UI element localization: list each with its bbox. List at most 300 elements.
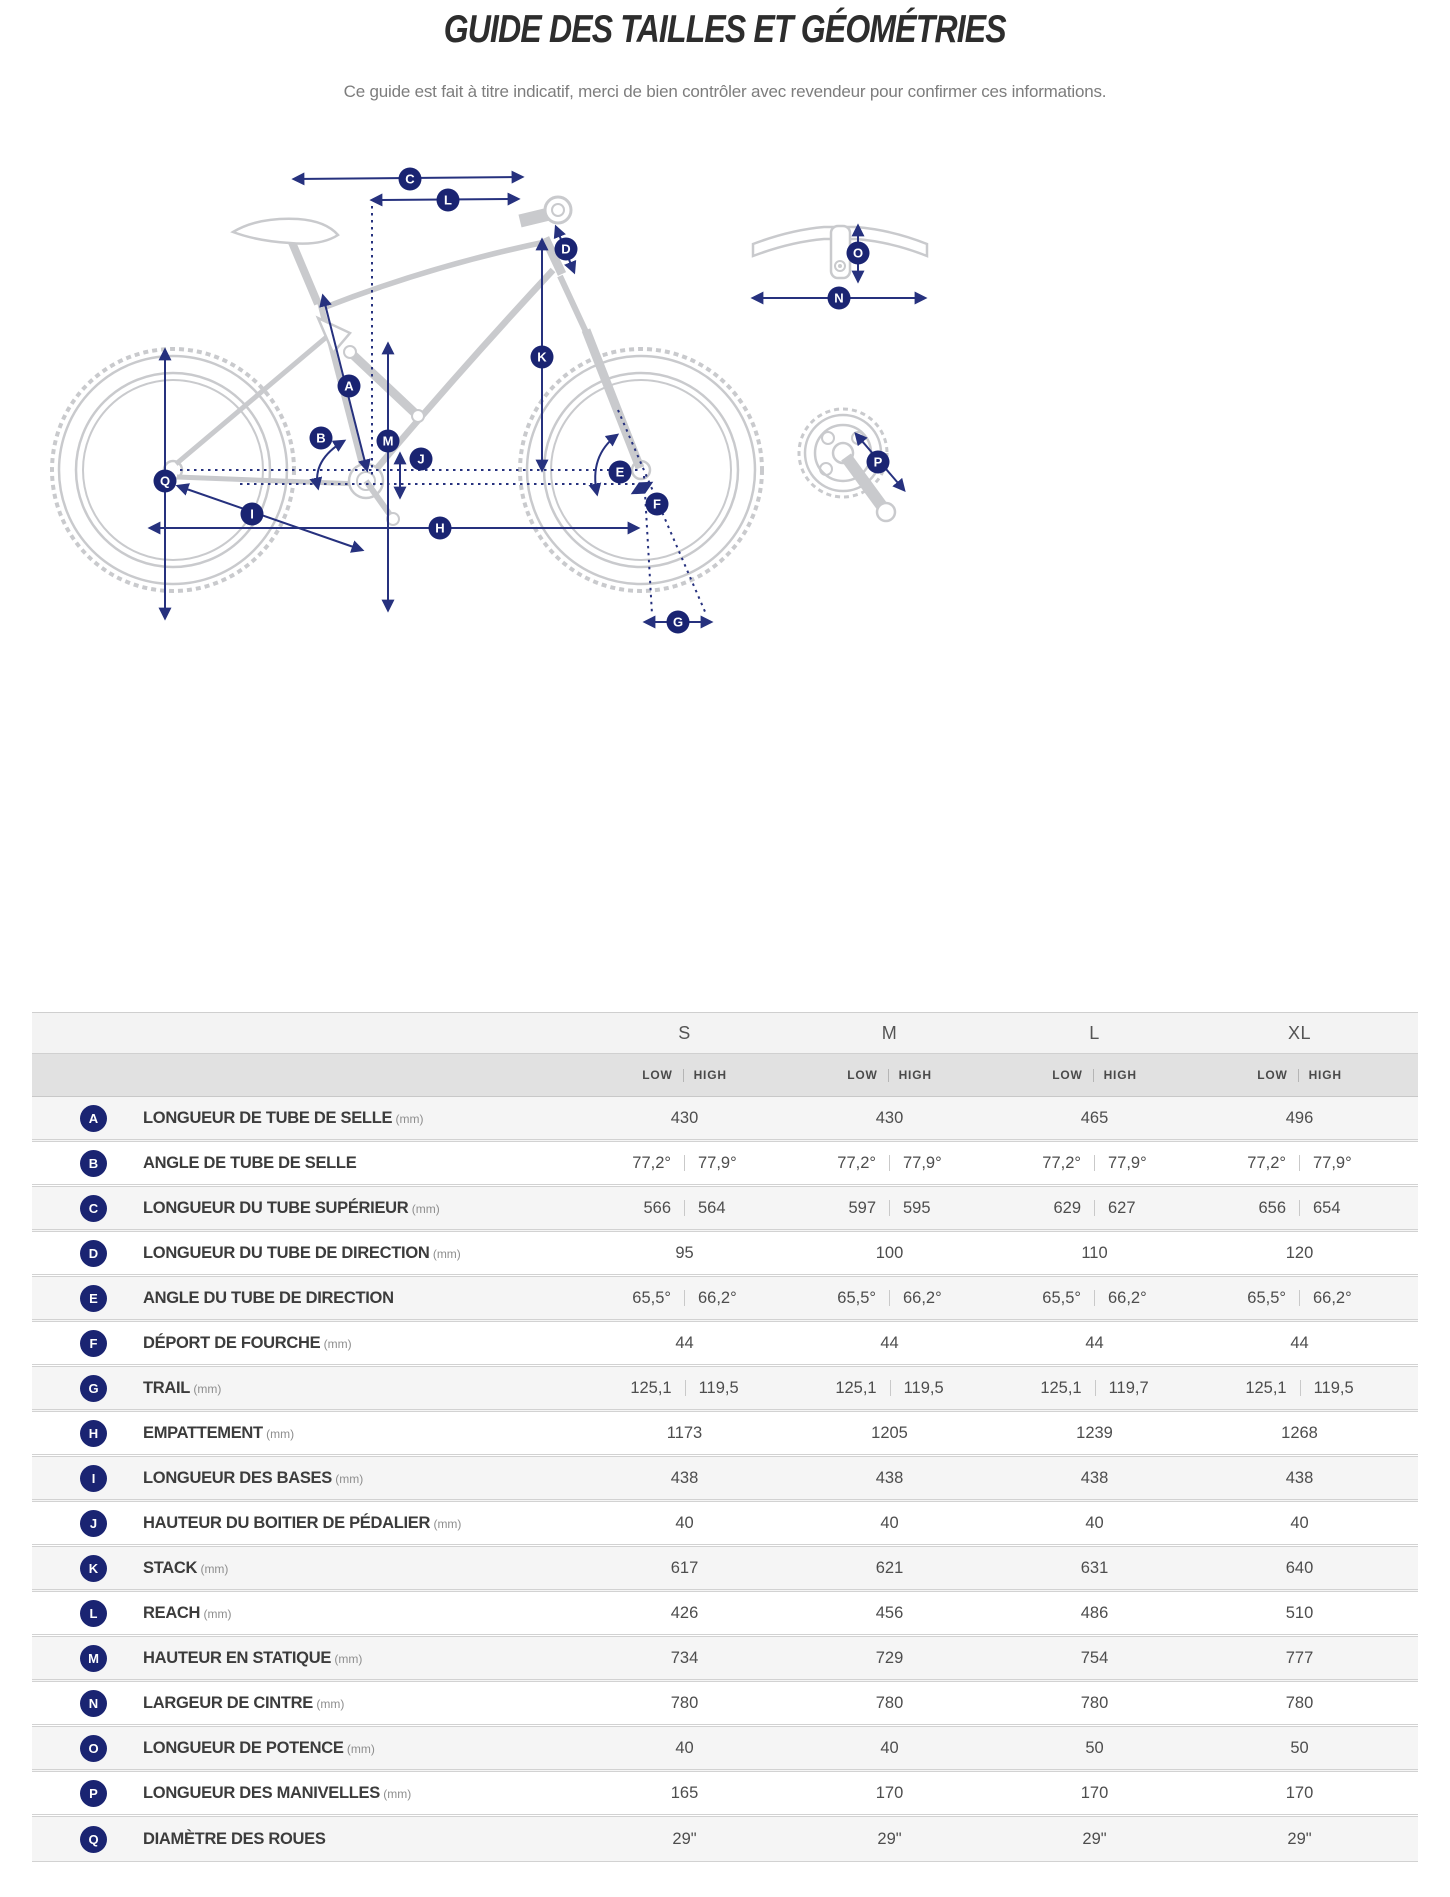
value: 1239 [1076, 1423, 1113, 1442]
value-divider [1094, 1200, 1095, 1216]
table-row-f [32, 1322, 1418, 1367]
value-cell [582, 1379, 787, 1398]
value-cell [992, 1334, 1197, 1353]
table-row-b [32, 1142, 1418, 1187]
table-row-q [32, 1817, 1418, 1862]
value: 621 [875, 1558, 904, 1577]
table-row-g [32, 1367, 1418, 1412]
row-unit: (mm) [331, 1471, 364, 1486]
value-low: 125,1 [1040, 1378, 1082, 1397]
value-cell [582, 1649, 787, 1668]
table-row-j [32, 1502, 1418, 1547]
value: 50 [1290, 1738, 1309, 1757]
lowhigh-divider [1298, 1069, 1299, 1082]
value: 50 [1085, 1738, 1104, 1757]
row-unit: (mm) [320, 1336, 352, 1351]
dim-arrow-f [633, 483, 651, 493]
value-low: 65,5° [1247, 1288, 1286, 1307]
value: 40 [675, 1513, 694, 1532]
row-unit: (mm) [200, 1606, 232, 1621]
value: 640 [1285, 1558, 1314, 1577]
value: 780 [670, 1693, 699, 1712]
diagram-bubble-letter: P [873, 454, 883, 470]
value: 44 [1290, 1333, 1309, 1352]
value-high: 66,2° [1108, 1288, 1147, 1307]
row-label: ANGLE DE TUBE DE SELLE [143, 1153, 357, 1172]
value-cell [582, 1154, 787, 1173]
value: 120 [1285, 1243, 1314, 1262]
value-low: 656 [1258, 1198, 1286, 1217]
value-low: 125,1 [1245, 1378, 1287, 1397]
row-letter-bubble: Q [80, 1826, 107, 1853]
value-cell [992, 1559, 1197, 1578]
value: 729 [875, 1648, 904, 1667]
table-row-c [32, 1187, 1418, 1232]
row-label: LONGUEUR DU TUBE SUPÉRIEUR (mm) [143, 1198, 440, 1217]
row-label-cell [32, 1240, 582, 1267]
value-cell [582, 1109, 787, 1128]
value: 510 [1285, 1603, 1314, 1622]
value: 110 [1081, 1243, 1108, 1262]
value-cell [582, 1424, 787, 1443]
row-letter-bubble: J [80, 1510, 107, 1537]
value-cell [582, 1244, 787, 1263]
row-label: LONGUEUR DE TUBE DE SELLE (mm) [143, 1108, 424, 1127]
value-divider [684, 1200, 685, 1216]
row-label-cell [32, 1150, 582, 1177]
size-header-xl: XL [1287, 1022, 1312, 1043]
value-divider [889, 1200, 890, 1216]
value-cell [992, 1424, 1197, 1443]
value-cell [582, 1469, 787, 1488]
row-unit: (mm) [313, 1696, 345, 1711]
value: 438 [1285, 1468, 1314, 1487]
value-cell [582, 1739, 787, 1758]
value-high: 564 [698, 1198, 726, 1217]
low-label: LOW [642, 1068, 673, 1082]
value-cell [582, 1559, 787, 1578]
value-cell [992, 1694, 1197, 1713]
row-letter-bubble: L [80, 1600, 107, 1627]
value-cell [787, 1424, 992, 1443]
value: 29" [672, 1829, 697, 1848]
diagram-bubble-letter: M [382, 433, 394, 449]
row-label: LONGUEUR DES BASES (mm) [143, 1468, 364, 1487]
table-row-i [32, 1457, 1418, 1502]
diagram-bubble-letter: K [537, 349, 547, 365]
value-divider [684, 1290, 685, 1306]
value: 29" [1082, 1829, 1107, 1848]
row-unit: (mm) [379, 1786, 412, 1801]
value-cell [582, 1514, 787, 1533]
value-cell [1197, 1514, 1402, 1533]
value-cell [787, 1199, 992, 1218]
value-cell [1197, 1784, 1402, 1803]
diagram-bubble-letter: L [444, 192, 452, 208]
value-high: 119,5 [903, 1378, 944, 1397]
value-cell [582, 1199, 787, 1218]
value: 29" [877, 1829, 902, 1848]
high-label: HIGH [1103, 1068, 1137, 1082]
diagram-bubble-letter: O [852, 245, 864, 261]
row-label-cell [32, 1510, 582, 1537]
value-high: 77,9° [1313, 1153, 1352, 1172]
diagram-bubble-letter: E [615, 464, 625, 480]
value-high: 66,2° [903, 1288, 942, 1307]
value-cell [992, 1244, 1197, 1263]
value-cell [582, 1604, 787, 1623]
value-low: 629 [1053, 1198, 1081, 1217]
value: 170 [1080, 1783, 1109, 1802]
row-letter-bubble: M [80, 1645, 107, 1672]
value: 44 [1085, 1333, 1104, 1352]
value-cell [992, 1604, 1197, 1623]
value: 170 [1285, 1783, 1314, 1802]
page-title: GUIDE DES TAILLES ET GÉOMÉTRIES [443, 8, 1007, 51]
diagram-bubble-letter: N [834, 290, 844, 306]
value: 165 [670, 1783, 699, 1802]
value-cell [787, 1694, 992, 1713]
row-letter-bubble: O [80, 1735, 107, 1762]
value-high: 66,2° [1313, 1288, 1352, 1307]
row-letter-bubble: B [80, 1150, 107, 1177]
value: 754 [1080, 1648, 1109, 1667]
value: 40 [675, 1738, 694, 1757]
row-letter-bubble: D [80, 1240, 107, 1267]
low-label: LOW [1052, 1068, 1083, 1082]
value-high: 627 [1108, 1198, 1136, 1217]
value-divider [1300, 1380, 1301, 1396]
value: 44 [880, 1333, 899, 1352]
value-divider [1094, 1290, 1095, 1306]
value: 465 [1080, 1108, 1109, 1127]
table-row-h [32, 1412, 1418, 1457]
row-label-cell [32, 1195, 582, 1222]
value-cell [787, 1379, 992, 1398]
value: 734 [670, 1648, 699, 1667]
value: 486 [1080, 1603, 1109, 1622]
value-low: 77,2° [837, 1153, 876, 1172]
value: 29" [1287, 1829, 1312, 1848]
row-label: STACK (mm) [143, 1558, 229, 1577]
value-divider [889, 1290, 890, 1306]
value-low: 597 [848, 1198, 876, 1217]
value: 430 [670, 1108, 699, 1127]
value-cell [992, 1784, 1197, 1803]
value: 496 [1285, 1108, 1314, 1127]
row-label-cell [32, 1780, 582, 1807]
value-low: 65,5° [632, 1288, 671, 1307]
seatpost [291, 240, 318, 304]
low-label: LOW [847, 1068, 878, 1082]
value: 40 [1290, 1513, 1309, 1532]
diagram-bubble-letter: J [417, 451, 425, 467]
value-divider [684, 1155, 685, 1171]
value: 170 [875, 1783, 904, 1802]
value: 40 [1085, 1513, 1104, 1532]
value-cell [787, 1559, 992, 1578]
value-high: 595 [903, 1198, 931, 1217]
value-cell [1197, 1604, 1402, 1623]
value-cell [1197, 1559, 1402, 1578]
row-label-cell [32, 1826, 582, 1853]
row-label: REACH (mm) [143, 1603, 232, 1622]
value: 1268 [1281, 1423, 1318, 1442]
value-low: 77,2° [632, 1153, 671, 1172]
size-header-m: M [881, 1022, 898, 1043]
row-label: HAUTEUR DU BOITIER DE PÉDALIER (mm) [143, 1513, 462, 1532]
value: 438 [875, 1468, 904, 1487]
value-divider [1299, 1200, 1300, 1216]
high-label: HIGH [1308, 1068, 1342, 1082]
row-unit: (mm) [430, 1516, 462, 1531]
geometry-table [32, 1012, 1418, 1862]
row-letter-bubble: P [80, 1780, 107, 1807]
front-wheel [520, 349, 762, 591]
row-unit: (mm) [331, 1651, 363, 1666]
value: 456 [875, 1603, 904, 1622]
row-label-cell [32, 1375, 582, 1402]
value-cell [787, 1469, 992, 1488]
lowhigh-divider [888, 1069, 889, 1082]
value: 438 [670, 1468, 699, 1487]
value-high: 66,2° [698, 1288, 737, 1307]
table-row-o [32, 1727, 1418, 1772]
diagram-bubble-letter: I [250, 506, 254, 522]
value-cell [992, 1154, 1197, 1173]
row-letter-bubble: I [80, 1465, 107, 1492]
high-label: HIGH [898, 1068, 932, 1082]
lowhigh-header-cell [787, 1068, 992, 1082]
value-high: 77,9° [903, 1153, 942, 1172]
diagram-bubble-letter: Q [159, 473, 171, 489]
row-label-cell [32, 1690, 582, 1717]
lowhigh-divider [683, 1069, 684, 1082]
row-unit: (mm) [429, 1246, 461, 1261]
table-row-d [32, 1232, 1418, 1277]
row-label-cell [32, 1600, 582, 1627]
row-label: TRAIL (mm) [143, 1378, 222, 1397]
low-label: LOW [1257, 1068, 1288, 1082]
value-cell [992, 1289, 1197, 1308]
lowhigh-header-cell [582, 1068, 787, 1082]
diagram-bubble-letter: C [405, 171, 415, 187]
value-cell [787, 1604, 992, 1623]
value-cell [582, 1334, 787, 1353]
table-row-n [32, 1682, 1418, 1727]
diagram-bubble-letter: A [344, 378, 354, 394]
value-divider [1299, 1290, 1300, 1306]
value-low: 125,1 [835, 1378, 877, 1397]
row-label: LARGEUR DE CINTRE (mm) [143, 1693, 345, 1712]
value: 95 [675, 1243, 694, 1262]
row-label: DIAMÈTRE DES ROUES [143, 1829, 326, 1848]
value-cell [787, 1739, 992, 1758]
row-letter-bubble: G [80, 1375, 107, 1402]
value-cell [1197, 1379, 1402, 1398]
value-low: 566 [643, 1198, 671, 1217]
row-label: LONGUEUR DE POTENCE (mm) [143, 1738, 375, 1757]
row-label: HAUTEUR EN STATIQUE (mm) [143, 1648, 363, 1667]
row-label-cell [32, 1645, 582, 1672]
value-high: 77,9° [1108, 1153, 1147, 1172]
value-cell [787, 1289, 992, 1308]
row-letter-bubble: E [80, 1285, 107, 1312]
row-unit: (mm) [408, 1201, 440, 1216]
row-label-cell [32, 1330, 582, 1357]
top-tube [323, 242, 545, 308]
value-divider [1094, 1155, 1095, 1171]
row-unit: (mm) [190, 1381, 222, 1396]
value-cell [582, 1289, 787, 1308]
value-cell [1197, 1469, 1402, 1488]
row-letter-bubble: K [80, 1555, 107, 1582]
row-letter-bubble: N [80, 1690, 107, 1717]
fork-upper [560, 276, 586, 332]
lowhigh-header-cell [992, 1068, 1197, 1082]
value: 780 [1285, 1693, 1314, 1712]
size-header-row [32, 1013, 1418, 1053]
diagram-bubble-letter: F [653, 496, 661, 512]
value-cell [1197, 1244, 1402, 1263]
page-header [0, 0, 1450, 102]
value-divider [685, 1380, 686, 1396]
value-low: 65,5° [1042, 1288, 1081, 1307]
table-row-k [32, 1547, 1418, 1592]
value-cell [787, 1514, 992, 1533]
row-label: LONGUEUR DES MANIVELLES (mm) [143, 1783, 412, 1802]
value-cell [787, 1334, 992, 1353]
value: 780 [875, 1693, 904, 1712]
value-cell [1197, 1154, 1402, 1173]
table-row-p [32, 1772, 1418, 1817]
value-cell [1197, 1649, 1402, 1668]
row-label-cell [32, 1465, 582, 1492]
chainstay [177, 477, 360, 484]
value-cell [992, 1514, 1197, 1533]
value-cell [992, 1379, 1197, 1398]
value-cell [992, 1199, 1197, 1218]
value-cell [992, 1109, 1197, 1128]
value-low: 65,5° [837, 1288, 876, 1307]
diagram-bubble-letter: H [435, 520, 445, 536]
value-cell [992, 1649, 1197, 1668]
value-cell [1197, 1289, 1402, 1308]
value-low: 125,1 [630, 1378, 672, 1397]
value-cell [1197, 1199, 1402, 1218]
row-letter-bubble: C [80, 1195, 107, 1222]
row-letter-bubble: F [80, 1330, 107, 1357]
value-cell [787, 1784, 992, 1803]
value-cell [787, 1830, 992, 1849]
value-divider [890, 1380, 891, 1396]
table-row-a [32, 1097, 1418, 1142]
row-label: LONGUEUR DU TUBE DE DIRECTION (mm) [143, 1243, 461, 1262]
value: 780 [1080, 1693, 1109, 1712]
value-cell [787, 1244, 992, 1263]
value-divider [889, 1155, 890, 1171]
row-letter-bubble: H [80, 1420, 107, 1447]
value-divider [1095, 1380, 1096, 1396]
diagram-bubble-letter: D [561, 241, 571, 257]
row-unit: (mm) [392, 1111, 424, 1126]
high-label: HIGH [693, 1068, 727, 1082]
value-cell [787, 1154, 992, 1173]
value: 1173 [666, 1423, 703, 1442]
value-high: 119,5 [698, 1378, 739, 1397]
value-cell [582, 1694, 787, 1713]
value-cell [1197, 1424, 1402, 1443]
table-row-m [32, 1637, 1418, 1682]
size-header-s: S [678, 1022, 691, 1043]
value-low: 77,2° [1247, 1153, 1286, 1172]
value: 617 [670, 1558, 699, 1577]
row-label: DÉPORT DE FOURCHE (mm) [143, 1333, 352, 1352]
row-label: EMPATTEMENT (mm) [143, 1423, 295, 1442]
value: 777 [1285, 1648, 1314, 1667]
value-cell [1197, 1109, 1402, 1128]
value-high: 119,5 [1313, 1378, 1354, 1397]
value-cell [582, 1830, 787, 1849]
row-label-cell [32, 1420, 582, 1447]
value: 40 [880, 1513, 899, 1532]
size-header-l: L [1089, 1022, 1100, 1043]
value: 44 [675, 1333, 694, 1352]
value-cell [582, 1784, 787, 1803]
page-subtitle: Ce guide est fait à titre indicatif, merci de bien contrôler avec revendeur pour confirmer ces informations. [343, 82, 1107, 101]
diagram-bubble-letter: B [316, 430, 326, 446]
table-row-e [32, 1277, 1418, 1322]
lowhigh-header-row [32, 1053, 1418, 1097]
row-label-cell [32, 1105, 582, 1132]
value-high: 77,9° [698, 1153, 737, 1172]
row-unit: (mm) [262, 1426, 295, 1441]
lowhigh-header-cell [1197, 1068, 1402, 1082]
value-high: 119,7 [1108, 1378, 1149, 1397]
value-cell [992, 1739, 1197, 1758]
row-label-cell [32, 1285, 582, 1312]
crank-pedal-eye [877, 503, 895, 521]
value-cell [992, 1469, 1197, 1488]
lowhigh-divider [1093, 1069, 1094, 1082]
value-divider [1299, 1155, 1300, 1171]
value: 631 [1080, 1558, 1109, 1577]
row-label-cell [32, 1555, 582, 1582]
value: 438 [1080, 1468, 1109, 1487]
geometry-table-body [32, 1097, 1418, 1862]
row-unit: (mm) [343, 1741, 375, 1756]
value-cell [787, 1649, 992, 1668]
handlebar-top-view [753, 226, 927, 278]
value: 40 [880, 1738, 899, 1757]
value-cell [1197, 1694, 1402, 1713]
row-letter-bubble: A [80, 1105, 107, 1132]
value-cell [1197, 1739, 1402, 1758]
row-label: ANGLE DU TUBE DE DIRECTION [143, 1288, 394, 1307]
table-row-l [32, 1592, 1418, 1637]
value-high: 654 [1313, 1198, 1341, 1217]
value-cell [787, 1109, 992, 1128]
saddle [233, 219, 338, 244]
value: 1205 [871, 1423, 908, 1442]
value: 100 [875, 1243, 904, 1262]
value-low: 77,2° [1042, 1153, 1081, 1172]
value: 426 [670, 1603, 699, 1622]
value: 430 [875, 1108, 904, 1127]
diagram-bubble-letter: G [672, 614, 684, 630]
value-cell [992, 1830, 1197, 1849]
row-unit: (mm) [197, 1561, 229, 1576]
